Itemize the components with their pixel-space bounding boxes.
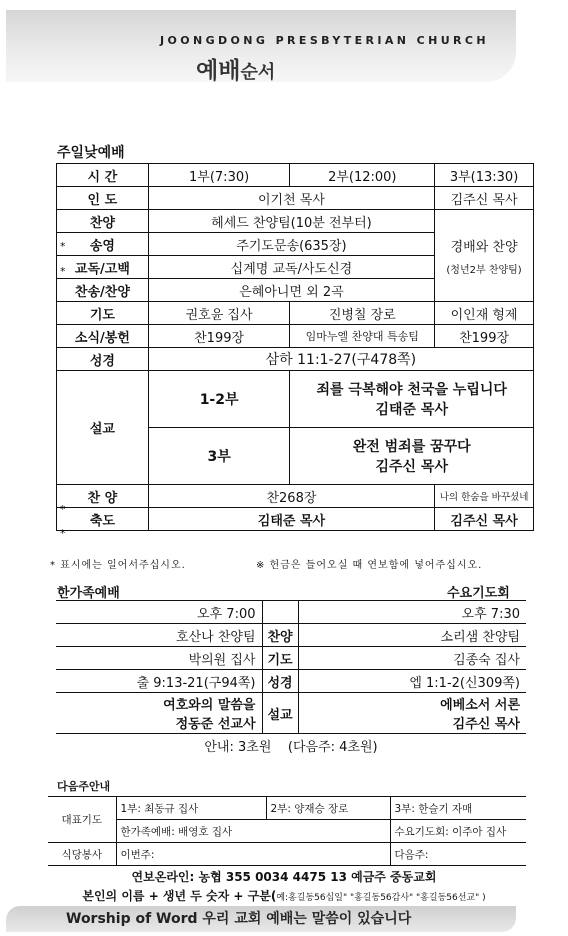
star-mark: *: [60, 527, 66, 540]
wed-prayer: 김종숙 집사: [298, 647, 526, 670]
offering-label: 소식/봉헌: [57, 325, 149, 348]
bless-label: 축도: [57, 508, 149, 531]
fam-hymn: 호산나 찬양팀: [56, 624, 262, 647]
next-table: [48, 796, 526, 866]
church-name: JOONGDONG PRESBYTERIAN CHURCH: [160, 34, 489, 47]
wed-bible: 엡 1:1-2(신309쪽): [298, 670, 526, 693]
time-2: 2부(12:00): [290, 164, 435, 187]
offering-note: ※ 헌금은 들어오실 때 연보함에 넣어주십시오.: [256, 560, 483, 571]
family-title: 한가족예배: [57, 586, 120, 601]
praise-label: 찬송/찬양: [57, 279, 149, 302]
fam-sermon: 여호와의 말씀을 정동준 선교사: [56, 693, 262, 734]
guide: 안내: 3초원 (다음주: 4초원): [56, 734, 526, 757]
prayer-3: 이인재 형제: [435, 302, 534, 325]
page-title: 예배순서: [196, 58, 276, 84]
leader-1: 이기천 목사: [148, 187, 434, 210]
rep-1: 1부: 최동규 집사: [116, 797, 266, 820]
time-spacer: [262, 601, 298, 624]
leader-2: 김주신 목사: [435, 187, 534, 210]
sermon1-part: 1-2부: [148, 371, 290, 428]
prayer-1: 권호윤 집사: [148, 302, 290, 325]
star-mark: *: [60, 240, 66, 253]
prayer-label: 기도: [262, 647, 298, 670]
rep-wed: 수요기도회: 이주아 집사: [390, 820, 526, 843]
header-banner: [6, 10, 516, 82]
praise: 은혜아니면 외 2곡: [148, 279, 434, 302]
footer-banner: Worship of Word 우리 교회 예배는 말씀이 있습니다: [6, 906, 516, 932]
bless-2: 김주신 목사: [435, 508, 534, 531]
account-line-1: 연보온라인: 농협 355 0034 4475 13 예금주 중동교회: [131, 870, 437, 884]
sermon2-part: 3부: [148, 428, 290, 485]
wed-time: 오후 7:30: [298, 601, 526, 624]
bless-1: 김태준 목사: [148, 508, 434, 531]
confess-label: 교독/고백: [57, 256, 149, 279]
sermon-label: 설교: [262, 693, 298, 734]
confess: 십계명 교독/사도신경: [148, 256, 434, 279]
rep-3: 3부: 한슬기 자매: [390, 797, 526, 820]
hymn1: 헤세드 찬양팀(10분 전부터): [148, 210, 434, 233]
next-title: 다음주안내: [57, 780, 111, 793]
fam-bible: 출 9:13-21(구94쪽): [56, 670, 262, 693]
sermon2: 완전 범죄를 꿈꾸다 김주신 목사: [290, 428, 534, 485]
star-mark: *: [60, 503, 66, 516]
hymn2-label: 찬 양: [57, 485, 149, 508]
song-label: 송영: [57, 233, 149, 256]
cafe-now: 이번주:: [116, 843, 390, 866]
family-table: [56, 600, 526, 756]
sermon-label: 설교: [57, 371, 149, 485]
scripture-label: 성경: [57, 348, 149, 371]
offering-3: 찬199장: [435, 325, 534, 348]
side-praise: 경배와 찬양 (청년2부 찬양팀): [435, 210, 534, 302]
prayer-label: 기도: [57, 302, 149, 325]
sunday-title: 주일낮예배: [57, 145, 125, 161]
cafe-next: 다음주:: [390, 843, 526, 866]
hymn2-side: 나의 한숨을 바꾸셨네: [435, 485, 534, 508]
time-3: 3부(13:30): [435, 164, 534, 187]
fam-prayer: 박의원 집사: [56, 647, 262, 670]
fam-time: 오후 7:00: [56, 601, 262, 624]
sunday-table: [56, 163, 534, 531]
song: 주기도문송(635장): [148, 233, 434, 256]
rep-family: 한가족예배: 배영호 집사: [116, 820, 390, 843]
prayer-2: 진병칠 장로: [290, 302, 435, 325]
rep-label: 대표기도: [48, 797, 116, 843]
wed-sermon: 에베소서 서론 김주신 목사: [298, 693, 526, 734]
time-1: 1부(7:30): [148, 164, 290, 187]
stand-note: * 표시에는 일어서주십시오.: [50, 560, 186, 571]
cafe-label: 식당봉사: [48, 843, 116, 866]
sermon1: 죄를 극복해야 천국을 누립니다 김태준 목사: [290, 371, 534, 428]
rep-2: 2부: 양재승 장로: [266, 797, 390, 820]
scripture: 삼하 11:1-27(구478쪽): [148, 348, 533, 371]
leader-label: 인 도: [57, 187, 149, 210]
offering-2: 임마누엘 찬양대 특송팀: [290, 325, 435, 348]
hymn2: 찬268장: [148, 485, 434, 508]
bible-label: 성경: [262, 670, 298, 693]
wed-title: 수요기도회: [447, 586, 510, 601]
account-line-2: 본인의 이름 + 생년 두 숫자 + 구분(예:홍길동56십일" "홍길동56감사" "홍길동56선교" ): [82, 889, 486, 903]
offering-1: 찬199장: [148, 325, 290, 348]
star-mark: *: [60, 265, 66, 278]
hymn1-label: 찬양: [57, 210, 149, 233]
hymn-label: 찬양: [262, 624, 298, 647]
wed-hymn: 소리샘 찬양팀: [298, 624, 526, 647]
time-label: 시 간: [57, 164, 149, 187]
